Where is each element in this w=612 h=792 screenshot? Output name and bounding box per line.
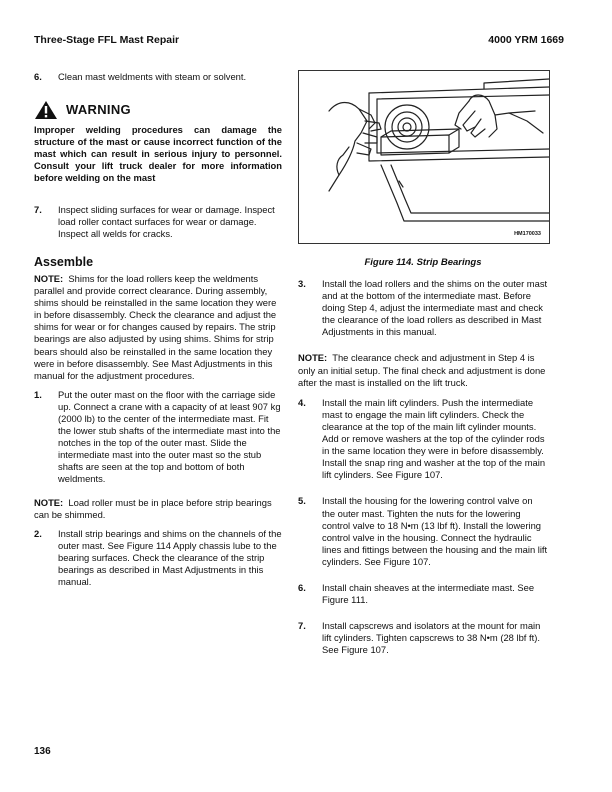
step-number: 1. [34,388,42,400]
note-text: The clearance check and adjustment in Step 4 is only an initial setup. The final check and adjustment is done after the mast is installed on the lift truck. [298,352,546,388]
step-6 [34,71,282,83]
warning-text: Improper welding procedures can damage the structure of the mast or cause incorrect function of the mast which can result in serious injury to personnel. Consult your lift truck dealer for more information before welding on the mast [34,124,282,184]
left-column [34,71,282,588]
page-number: 136 [34,746,51,757]
step-text: Put the outer mast on the floor with the carriage side up. Connect a crane with a capacity of at least 907 kg (2000 lb) to the center of the intermediate mast. Fit the lower stub shafts of the intermediate mast into the notches in the top of the outer mast. Slide the intermediate mast into the outer mast so the stub shafts are seen at the top and bottom of both weldments. [58,388,281,485]
step-text: Install capscrews and isolators at the mount for main lift cylinders. Tighten capscrews to 38 N•m (28 lbf ft). See Figure 107. [322,620,541,656]
figure-114-strip-bearings [298,70,550,244]
step-7 [298,620,548,656]
step-2 [34,528,282,588]
step-number: 3. [298,278,306,289]
header-title: Three-Stage FFL Mast Repair [34,34,180,46]
step-7 [34,204,282,240]
right-column [298,278,548,656]
note-load-roller [34,497,282,521]
step-number: 4. [298,396,306,408]
step-text: Install the housing for the lowering control valve on the outer mast. Tighten the nuts for the lowering control valve to 18 N•m (13 lbf ft). Install the lowering control valve in the housing. Connect the hydraulic lines and fittings between the housing and the main lift cylinders. See Figure 107. [322,495,548,567]
step-number: 2. [34,527,42,539]
step-text: Install the load rollers and the shims on the outer mast and at the bottom of the intermediate mast. Before doing Step 4, adjust the intermediate mast and check the clearance of the load rollers as described in Mast Adjustments in this manual. [322,278,548,338]
figure-id: HM170033 [514,231,541,237]
step-number: 6. [34,71,42,82]
step-number: 5. [298,495,306,507]
warning-icon [34,100,58,120]
note-shims [34,273,282,382]
step-6 [298,582,548,606]
step-5 [298,495,548,568]
strip-bearings-illustration [299,71,549,243]
note-label: NOTE: [34,272,64,284]
step-text: Clean mast weldments with steam or solvent. [58,71,247,82]
header-doc-number: 4000 YRM 1669 [488,34,564,46]
step-number: 7. [34,203,42,215]
step-text: Inspect sliding surfaces for wear or damage. Inspect load roller contact surfaces for wear or damage. Inspect all welds for cracks. [58,203,275,239]
note-text: Load roller must be in place before strip bearings can be shimmed. [34,496,272,520]
section-title-assemble: Assemble [34,254,94,269]
step-text: Install strip bearings and shims on the channels of the outer mast. See Figure 114 Apply chassis lube to the bearing surfaces. Check the clearance of the strip bearings as described in Mast Adjustments in this manual. [58,527,282,588]
step-number: 6. [298,581,306,593]
note-clearance [298,352,548,388]
warning-header [34,100,282,120]
step-1 [34,389,282,486]
step-4 [298,397,548,482]
step-number: 7. [298,620,306,632]
step-3 [298,278,548,338]
note-label: NOTE: [34,496,64,508]
note-text: Shims for the load rollers keep the weldments parallel and provide correct clearance. During assembly, shims should be reinstalled in the same location they were in before disassembly. Check the clearance and adjust the shims for wear or for changes caused by repairs. The strip bearings are also adjusted by using shims. Shims for strip bears should also be reinstalled in the same location they were in before disassembly. See Mast Adjustments in this manual for the adjustment procedures. [34,272,277,381]
step-text: Install the main lift cylinders. Push the intermediate mast to engage the main lift cylinders. Check the clearance at the top of the main lift cylinder mounts. Add or remove washers at the top of the cylinder rods in the same location they were in before disassembly. Install the snap ring and washer at the top of the main lift cylinders. See Figure 107. [322,396,546,481]
note-label: NOTE: [298,352,328,364]
warning-title: WARNING [66,102,131,118]
step-text: Install chain sheaves at the intermediate mast. See Figure 111. [322,581,535,606]
figure-caption: Figure 114. Strip Bearings [364,257,482,268]
